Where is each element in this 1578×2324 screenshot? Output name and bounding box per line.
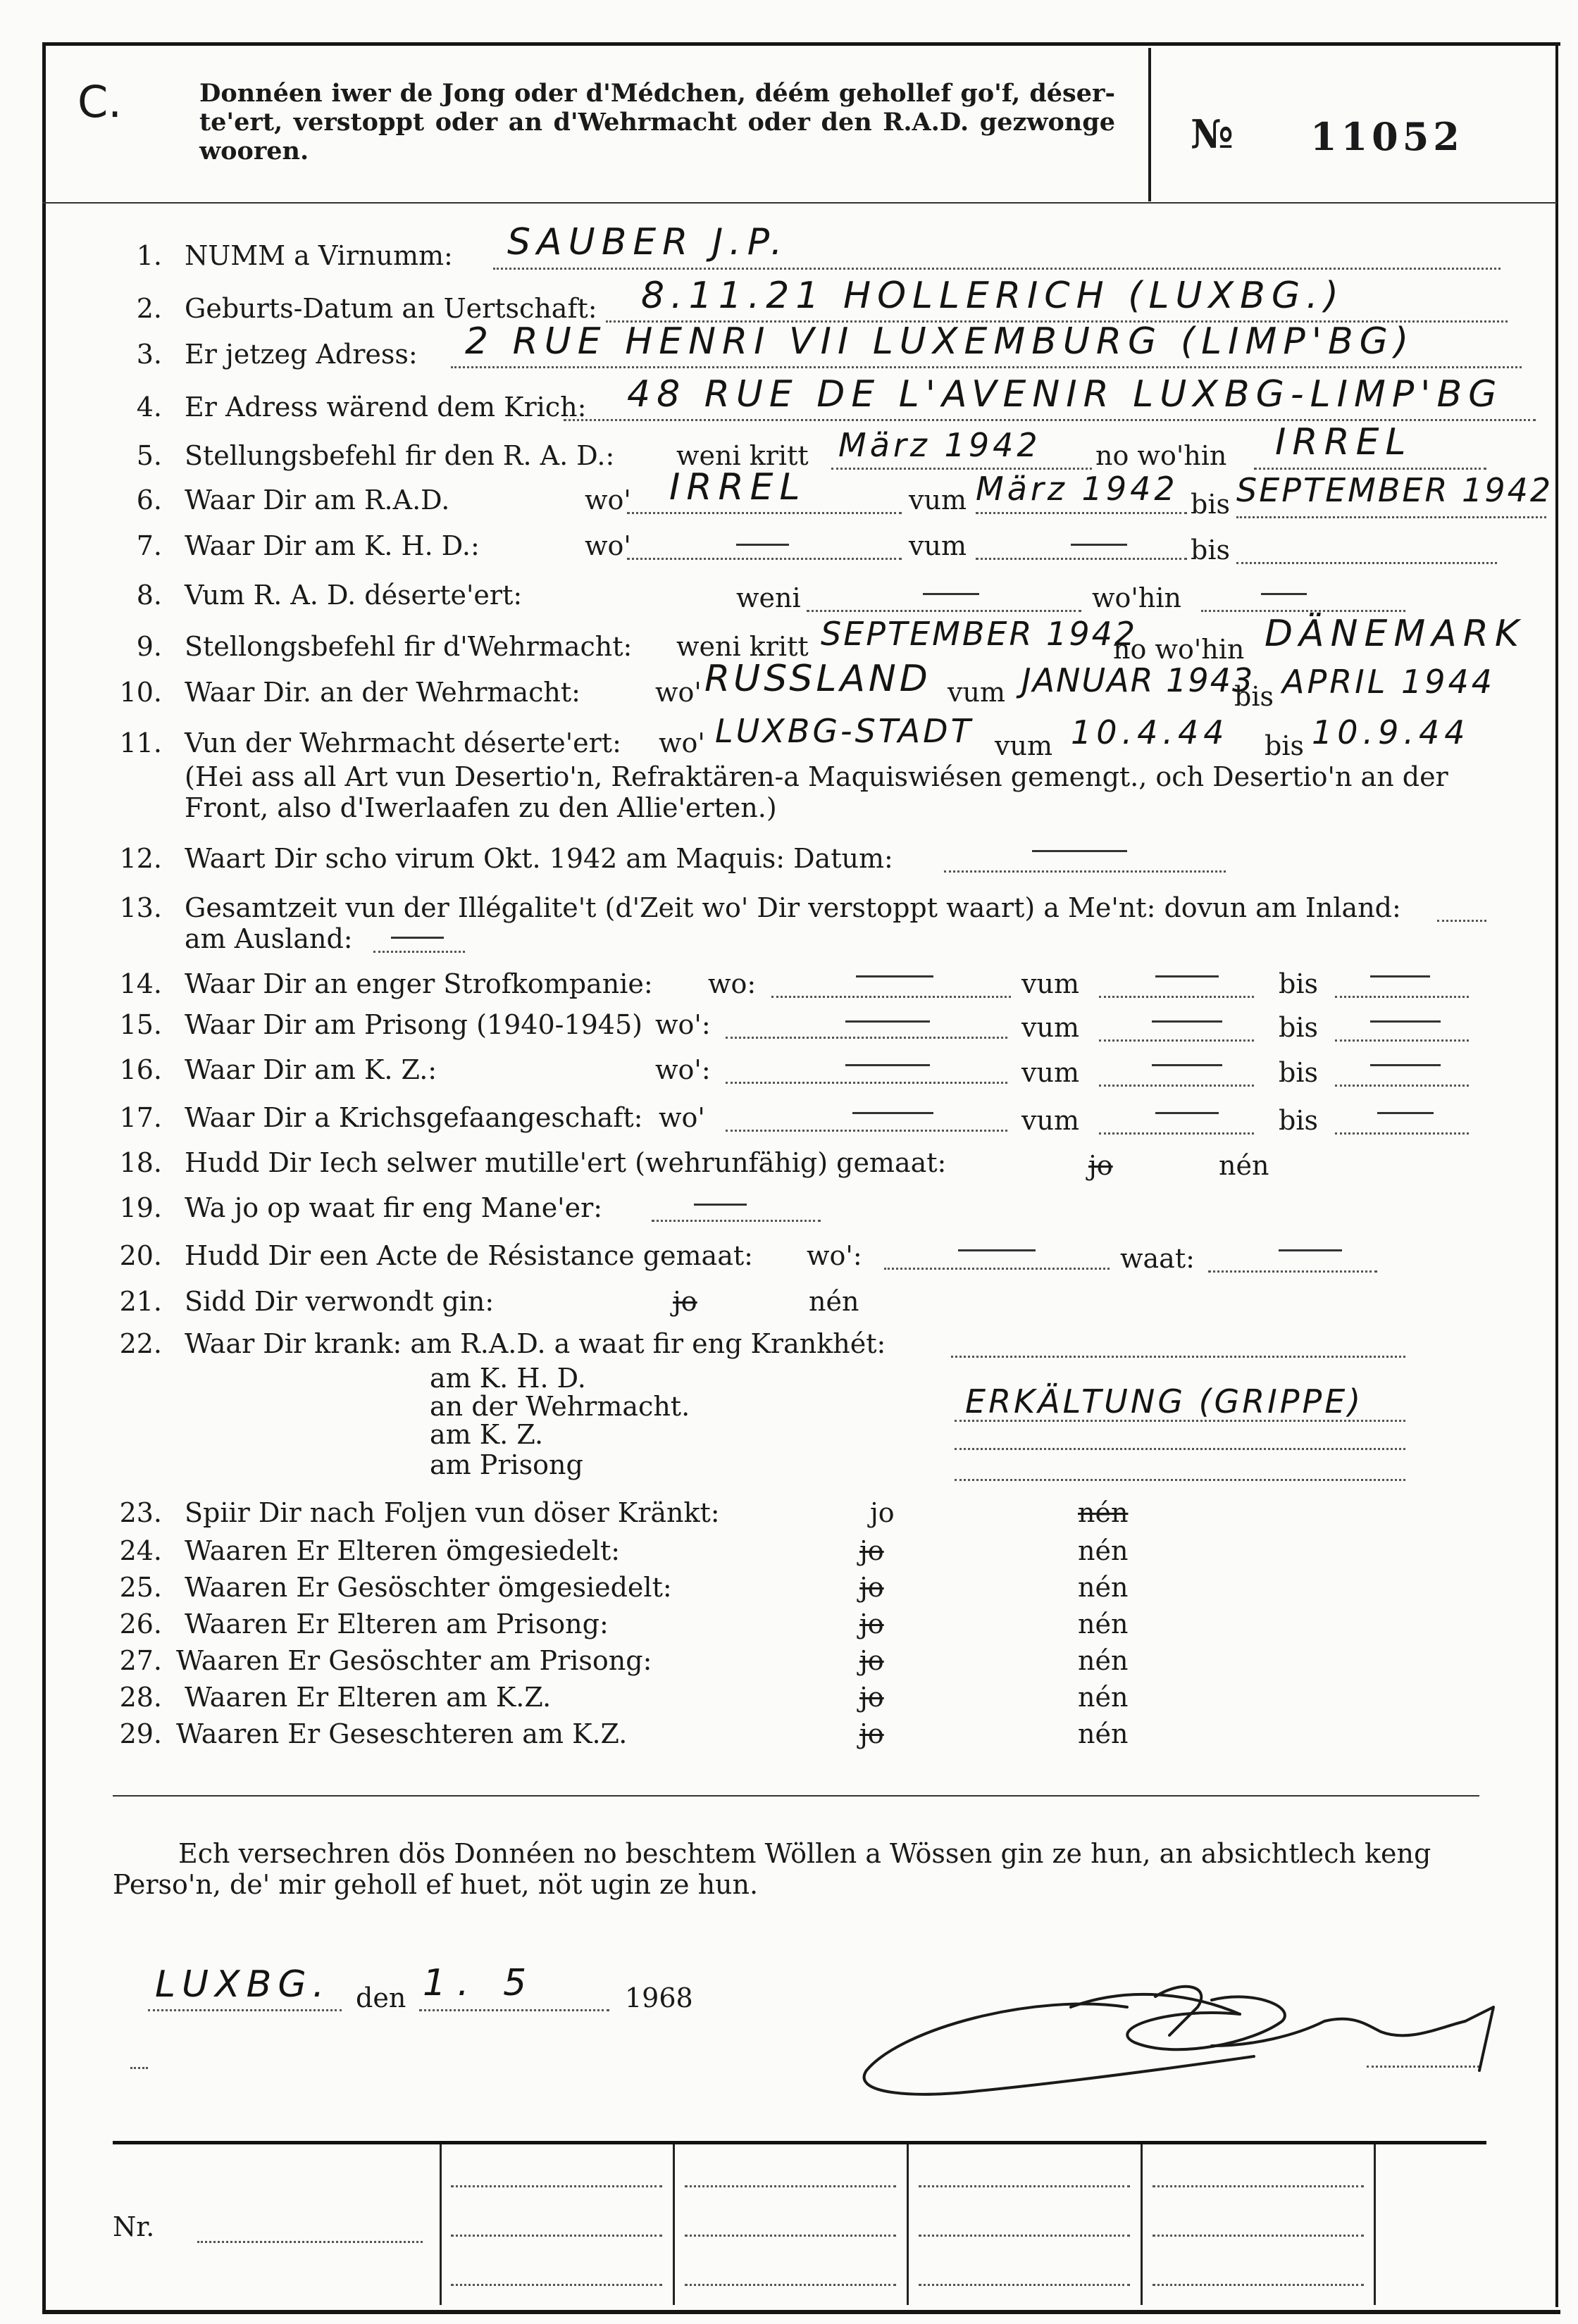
q7-from-dash — [1071, 544, 1127, 546]
footer-cell-4-1[interactable] — [1153, 2185, 1364, 2187]
q10-to[interactable]: APRIL 1944 — [1282, 663, 1496, 701]
q11-from[interactable]: 10.4.44 — [1071, 713, 1229, 751]
q23-no[interactable]: nén — [1078, 1497, 1129, 1528]
q11-label: Vun der Wehrmacht déserte'ert: — [185, 727, 621, 758]
q15-from-label: vum — [1021, 1012, 1079, 1043]
q26-number: 26. — [119, 1608, 162, 1639]
q22-answer[interactable]: ERKÄLTUNG (GRIPPE) — [965, 1382, 1364, 1420]
q23-number: 23. — [119, 1497, 162, 1528]
q26-yes[interactable]: jo — [859, 1608, 884, 1639]
q2-label: Geburts-Datum an Uertschaft: — [185, 293, 597, 324]
q28-label: Waaren Er Elteren am K.Z. — [185, 1682, 552, 1713]
q20-what-dash — [1279, 1249, 1342, 1251]
q20-where-line — [884, 1268, 1110, 1270]
q21-label: Sidd Dir verwondt gin: — [185, 1286, 495, 1317]
q20-where-label: wo': — [807, 1240, 862, 1271]
q8-when-dash — [923, 593, 979, 595]
q27-number: 27. — [119, 1645, 162, 1676]
declaration-line2: Perso'n, de' mir geholl ef huet, nöt ugin ze hun. — [113, 1869, 759, 1900]
q19-label: Wa jo op waat fir eng Mane'er: — [185, 1192, 603, 1223]
signature-year: 1968 — [625, 1982, 693, 2013]
q6-where-label: wo' — [585, 485, 631, 516]
q25-label: Waaren Er Gesöschter ömgesiedelt: — [185, 1572, 672, 1603]
q10-from-label: vum — [948, 677, 1005, 708]
q7-number: 7. — [136, 530, 162, 561]
q5-when-label: weni kritt — [676, 440, 809, 471]
form-frame-right — [1555, 42, 1558, 2307]
q2-number: 2. — [136, 293, 162, 324]
declaration-separator — [113, 1795, 1479, 1797]
q16-where-line — [726, 1082, 1007, 1084]
q29-yes[interactable]: jo — [859, 1718, 884, 1749]
footer-col-divider-1 — [440, 2144, 442, 2305]
q23-label: Spiir Dir nach Foljen vun döser Kränkt: — [185, 1497, 720, 1528]
q11-where[interactable]: LUXBG-STADT — [715, 712, 974, 750]
q22-row-kz: am K. Z. — [430, 1419, 544, 1450]
stray-mark — [130, 2067, 148, 2069]
q14-from-label: vum — [1021, 968, 1079, 999]
q4-label: Er Adress wärend dem Krich: — [185, 392, 587, 423]
q15-number: 15. — [119, 1009, 162, 1040]
q9-label: Stellongsbefehl fir d'Wehrmacht: — [185, 631, 633, 662]
q25-yes[interactable]: jo — [859, 1572, 884, 1603]
header-divider — [1148, 48, 1151, 201]
den-label: den — [356, 1982, 406, 2013]
date-line — [419, 2009, 609, 2011]
q13-number: 13. — [119, 892, 162, 923]
q17-where-dash — [852, 1112, 933, 1114]
q10-where[interactable]: RUSSLAND — [704, 658, 931, 700]
q3-label: Er jetzeg Adress: — [185, 339, 418, 370]
q17-from-dash — [1155, 1112, 1219, 1114]
q27-yes[interactable]: jo — [859, 1645, 884, 1676]
footer-separator — [113, 2141, 1486, 2144]
footer-col-divider-4 — [1141, 2144, 1143, 2305]
q8-when-label: weni — [736, 582, 801, 613]
q9-when[interactable]: SEPTEMBER 1942 — [821, 615, 1138, 653]
q1-answer[interactable]: SAUBER J.P. — [507, 221, 789, 263]
q5-where-label: no wo'hin — [1095, 440, 1227, 471]
q13-abroad-label: am Ausland: — [185, 923, 353, 954]
q13-label: Gesamtzeit vun der Illégalite't (d'Zeit wo' Dir verstoppt waart) a Me'nt: dovun am Inland: — [185, 892, 1401, 923]
q6-from-label: vum — [909, 485, 967, 516]
q1-line — [493, 268, 1501, 270]
q4-number: 4. — [136, 392, 162, 423]
q11-number: 11. — [119, 727, 162, 758]
q10-where-label: wo' — [655, 677, 702, 708]
q16-to-line — [1335, 1085, 1469, 1087]
q19-dash — [694, 1204, 747, 1206]
q6-where-line — [627, 512, 902, 514]
q3-number: 3. — [136, 339, 162, 370]
q9-where-label: no wo'hin — [1113, 634, 1245, 665]
q20-what-line — [1208, 1270, 1377, 1273]
q17-to-line — [1335, 1132, 1469, 1135]
q16-label: Waar Dir am K. Z.: — [185, 1054, 437, 1085]
footer-nr-line — [197, 2241, 423, 2243]
q13-abroad-dash — [391, 937, 444, 939]
q15-from-line — [1099, 1039, 1254, 1042]
q20-what-label: waat: — [1120, 1243, 1195, 1274]
q15-where-dash — [845, 1020, 930, 1023]
q24-label: Waaren Er Elteren ömgesiedelt: — [185, 1535, 621, 1566]
footer-cell-3-1[interactable] — [919, 2185, 1130, 2187]
q17-where-line — [726, 1130, 1007, 1132]
footer-col-divider-2 — [673, 2144, 675, 2305]
q16-from-label: vum — [1021, 1057, 1079, 1088]
q26-no[interactable]: nén — [1078, 1608, 1129, 1639]
q6-to-label: bis — [1191, 489, 1230, 520]
q16-number: 16. — [119, 1054, 162, 1085]
footer-cell-3-3[interactable] — [919, 2284, 1130, 2286]
q24-number: 24. — [119, 1535, 162, 1566]
q10-to-label: bis — [1234, 681, 1274, 712]
q13-inland-line — [1437, 920, 1486, 922]
q21-no[interactable]: nén — [809, 1286, 859, 1317]
q11-note-line2: Front, also d'Iwerlaafen zu den Allie'erten.) — [185, 792, 777, 823]
q7-where-line — [627, 558, 902, 560]
q18-no[interactable]: nén — [1219, 1150, 1269, 1181]
q25-number: 25. — [119, 1572, 162, 1603]
signature-date[interactable]: 1. 5 — [423, 1962, 538, 2004]
q19-line — [652, 1220, 821, 1222]
q15-where-label: wo': — [655, 1009, 711, 1040]
q22-row-khd: am K. H. D. — [430, 1363, 586, 1394]
q20-where-dash — [958, 1249, 1036, 1251]
q8-number: 8. — [136, 580, 162, 611]
footer-col-divider-5 — [1374, 2144, 1376, 2305]
q9-number: 9. — [136, 631, 162, 662]
q22-kz-line — [955, 1448, 1405, 1450]
declaration-line1: Ech versechren dös Donnéen no beschtem Wöllen a Wössen gin ze hun, an absichtlech keng — [178, 1838, 1431, 1869]
q6-from[interactable]: März 1942 — [976, 470, 1179, 508]
q14-number: 14. — [119, 968, 162, 999]
form-number: 11052 — [1310, 114, 1464, 159]
section-intro: Donnéen iwer de Jong oder d'Médchen, déém gehollef go'f, déser-te'ert, verstoppt oder an d'Wehrmacht oder den R.A.D. gezwonge wooren. — [199, 79, 1115, 165]
q12-number: 12. — [119, 843, 162, 874]
q22-row-wehrmacht: an der Wehrmacht. — [430, 1391, 690, 1422]
footer-cell-1-1[interactable] — [451, 2185, 662, 2187]
q18-yes[interactable]: jo — [1088, 1150, 1113, 1181]
q13-abroad-line — [373, 951, 465, 953]
q21-number: 21. — [119, 1286, 162, 1317]
q22-prisong-line — [955, 1479, 1405, 1481]
q24-yes[interactable]: jo — [859, 1535, 884, 1566]
footer-col-divider-3 — [907, 2144, 909, 2305]
q12-label: Waart Dir scho virum Okt. 1942 am Maquis: Datum: — [185, 843, 893, 874]
q17-label: Waar Dir a Krichsgefaangeschaft: — [185, 1102, 643, 1133]
q5-when[interactable]: März 1942 — [838, 426, 1041, 464]
q15-to-dash — [1370, 1020, 1441, 1023]
footer-cell-1-3[interactable] — [451, 2284, 662, 2286]
q7-where-dash — [736, 544, 789, 546]
q27-no[interactable]: nén — [1078, 1645, 1129, 1676]
q10-number: 10. — [119, 677, 162, 708]
q14-from-line — [1099, 996, 1254, 998]
q14-where-label: wo: — [708, 968, 757, 999]
q7-from-label: vum — [909, 530, 967, 561]
q11-where-label: wo' — [659, 727, 705, 758]
footer-cell-4-3[interactable] — [1153, 2284, 1364, 2286]
footer-nr-label: Nr. — [113, 2211, 155, 2242]
q5-label: Stellungsbefehl fir den R. A. D.: — [185, 440, 615, 471]
q3-answer[interactable]: 2 RUE HENRI VII LUXEMBURG (LIMP'BG) — [465, 320, 1415, 363]
q29-label: Waaren Er Geseschteren am K.Z. — [176, 1718, 628, 1749]
q15-where-line — [726, 1037, 1007, 1039]
q5-number: 5. — [136, 440, 162, 471]
q25-no[interactable]: nén — [1078, 1572, 1129, 1603]
q12-dash — [1032, 850, 1127, 852]
q29-number: 29. — [119, 1718, 162, 1749]
place-line — [148, 2009, 342, 2011]
q1-label: NUMM a Virnumm: — [185, 240, 453, 271]
q15-to-label: bis — [1279, 1012, 1318, 1043]
q24-no[interactable]: nén — [1078, 1535, 1129, 1566]
q17-number: 17. — [119, 1102, 162, 1133]
signature-place[interactable]: LUXBG. — [155, 1963, 331, 2006]
q22-number: 22. — [119, 1328, 162, 1359]
q3-line — [451, 366, 1522, 368]
q8-when-line — [807, 610, 1081, 612]
q16-from-dash — [1152, 1064, 1222, 1066]
q6-number: 6. — [136, 485, 162, 516]
footer-cell-3-2[interactable] — [919, 2235, 1130, 2237]
footer-cell-2-2[interactable] — [685, 2235, 896, 2237]
q15-label: Waar Dir am Prisong (1940-1945) — [185, 1009, 642, 1040]
q16-to-label: bis — [1279, 1057, 1318, 1088]
q29-no[interactable]: nén — [1078, 1718, 1129, 1749]
q8-where-line — [1201, 610, 1405, 612]
q5-where[interactable]: IRREL — [1275, 421, 1412, 463]
q20-number: 20. — [119, 1240, 162, 1271]
q7-to-label: bis — [1191, 535, 1230, 566]
q6-label: Waar Dir am R.A.D. — [185, 485, 450, 516]
q21-yes[interactable]: jo — [673, 1286, 697, 1317]
q10-label: Waar Dir. an der Wehrmacht: — [185, 677, 580, 708]
q27-label: Waaren Er Gesöschter am Prisong: — [176, 1645, 652, 1676]
q23-yes[interactable]: jo — [870, 1497, 895, 1528]
q7-from-line — [976, 558, 1187, 560]
q28-yes[interactable]: jo — [859, 1682, 884, 1713]
header-separator — [42, 202, 1557, 204]
q8-where-dash — [1261, 593, 1307, 595]
q16-to-dash — [1370, 1064, 1441, 1066]
q6-from-line — [976, 512, 1187, 514]
q14-label: Waar Dir an enger Strofkompanie: — [185, 968, 653, 999]
q11-to[interactable]: 10.9.44 — [1312, 713, 1470, 751]
section-letter: C. — [77, 76, 122, 127]
footer-cell-4-2[interactable] — [1153, 2235, 1364, 2237]
q7-label: Waar Dir am K. H. D.: — [185, 530, 480, 561]
q18-number: 18. — [119, 1147, 162, 1178]
q7-to-line — [1236, 562, 1497, 564]
q8-label: Vum R. A. D. déserte'ert: — [185, 580, 523, 611]
q11-from-label: vum — [995, 730, 1052, 761]
q6-where[interactable]: IRREL — [669, 466, 807, 508]
q26-label: Waaren Er Elteren am Prisong: — [185, 1608, 609, 1639]
q18-label: Hudd Dir Iech selwer mutille'ert (wehrunfähig) gemaat: — [185, 1147, 947, 1178]
handwritten-signature — [859, 1965, 1508, 2106]
q14-from-dash — [1155, 975, 1219, 977]
q19-number: 19. — [119, 1192, 162, 1223]
q2-answer[interactable]: 8.11.21 HOLLERICH (LUXBG.) — [641, 275, 1345, 317]
q6-to-line — [1236, 516, 1546, 518]
q22-label: Waar Dir krank: am R.A.D. a waat fir eng Krankhét: — [185, 1328, 886, 1359]
q16-where-label: wo': — [655, 1054, 711, 1085]
q17-from-label: vum — [1021, 1105, 1079, 1136]
q8-where-label: wo'hin — [1092, 582, 1181, 613]
q14-to-dash — [1370, 975, 1430, 977]
q15-from-dash — [1152, 1020, 1222, 1023]
q14-where-dash — [856, 975, 933, 977]
q4-answer[interactable]: 48 RUE DE L'AVENIR LUXBG-LIMP'BG — [627, 373, 1503, 416]
q22-row-prisong: am Prisong — [430, 1449, 583, 1480]
q16-where-dash — [845, 1064, 930, 1066]
q17-to-dash — [1377, 1112, 1434, 1114]
q14-where-line — [771, 996, 1011, 998]
q11-note-line1: (Hei ass all Art vun Desertio'n, Refraktären-a Maquiswiésen gemengt., och Desertio'n an der — [185, 761, 1448, 792]
number-sign: № — [1191, 111, 1234, 158]
q9-where[interactable]: DÄNEMARK — [1265, 613, 1526, 655]
q15-to-line — [1335, 1039, 1469, 1042]
q28-no[interactable]: nén — [1078, 1682, 1129, 1713]
q1-number: 1. — [136, 240, 162, 271]
q9-when-label: weni kritt — [676, 631, 809, 662]
q17-to-label: bis — [1279, 1105, 1318, 1136]
q6-to[interactable]: SEPTEMBER 1942 — [1236, 471, 1553, 509]
footer-cell-2-1[interactable] — [685, 2185, 896, 2187]
q12-line — [944, 870, 1226, 873]
q22-rad-line — [951, 1356, 1405, 1358]
q17-from-line — [1099, 1132, 1254, 1135]
q28-number: 28. — [119, 1682, 162, 1713]
q11-to-label: bis — [1265, 730, 1304, 761]
footer-cell-2-3[interactable] — [685, 2284, 896, 2286]
q5-where-line — [1254, 468, 1486, 470]
q16-from-line — [1099, 1085, 1254, 1087]
q20-label: Hudd Dir een Acte de Résistance gemaat: — [185, 1240, 753, 1271]
footer-cell-1-2[interactable] — [451, 2235, 662, 2237]
q17-where-label: wo' — [659, 1102, 705, 1133]
q7-where-label: wo' — [585, 530, 631, 561]
q10-from[interactable]: JANUAR 1943 — [1021, 661, 1255, 699]
q14-to-label: bis — [1279, 968, 1318, 999]
q14-to-line — [1335, 996, 1469, 998]
